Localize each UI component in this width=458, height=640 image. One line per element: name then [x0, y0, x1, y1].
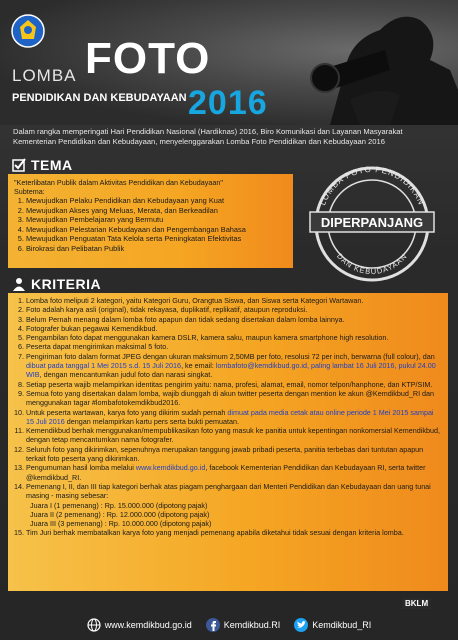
footer-twitter[interactable]: [294, 618, 371, 632]
title-lomba: LOMBA: [12, 66, 77, 85]
footer-facebook[interactable]: [206, 618, 281, 632]
kriteria-item: 5. Pengambilan foto dapat menggunakan kamera DSLR, kamera saku, maupun kamera smartphone high resolution.: [26, 333, 442, 342]
tema-heading: [12, 157, 73, 173]
prize-line: Juara III (3 pemenang) : Rp. 10.000.000 (dipotong pajak): [30, 519, 212, 529]
globe-icon: [87, 618, 101, 632]
kriteria-item: 2. Foto adalah karya asli (original), tidak rekayasa, duplikatif, replikatif, ataupun reproduksi.: [26, 305, 442, 314]
intro-text: Dalam rangka memperingati Hari Pendidikan Nasional (Hardiknas) 2016, Biro Komunikasi dan Layanan Masyarakat Kementerian Pendidikan dan Kebudayaan, menyelenggarakan Lomba Foto Pendidikan dan Kebudayaan 2016: [13, 127, 403, 146]
kriteria-text: Pemenang I, II, dan III tiap kategori berhak atas piagam penghargaan dari Menteri Pendidikan dan Kebudayaan dan uang tunai masing - masing sebesar:: [26, 481, 431, 501]
kriteria-text: , dengan mencantumkan judul foto dan narasi singkat.: [39, 370, 213, 380]
kriteria-item: 12. Seluruh foto yang dikirimkan, sepenuhnya merupakan tanggung jawab pribadi peserta, panitia terbebas dari tuntutan apapun terkait foto peserta yang dikirimkan.: [26, 445, 442, 464]
subtema-item: 5. Mewujudkan Penguatan Tata Kelola serta Peningkatan Efektivitas: [26, 234, 287, 244]
checkbox-icon: [12, 158, 26, 172]
date-highlight: dibuat pada tanggal 1 Mei 2015 s.d. 15 Juli 2016: [26, 361, 182, 371]
kriteria-item: 4. Fotografer bukan pegawai Kemendikbud.: [26, 324, 442, 333]
kriteria-box: [8, 293, 448, 591]
tema-quote: "Keterlibatan Publik dalam Aktivitas Pendidikan dan Kebudayaan": [14, 178, 223, 187]
kriteria-text: Untuk peserta wartawan, karya foto yang dikirim sudah pernah: [26, 407, 228, 417]
kriteria-text: Pengumuman hasil lomba melalui: [26, 463, 136, 473]
kriteria-text: dengan melampirkan kartu pers serta bukti pemuatan.: [64, 416, 239, 426]
stamp-top-text: LOMBA FOTO PENDIDIKAN: [318, 164, 426, 207]
subtitle: PENDIDIKAN DAN KEBUDAYAAN: [12, 92, 187, 104]
prize-line: Juara I (1 pemenang) : Rp. 15.000.000 (dipotong pajak): [30, 500, 208, 510]
kriteria-item: 11. Kemendikbud berhak menggunakan/mempublikasikan foto yang masuk ke panitia untuk kepentingan nonkomersial Kemendikbud, dengan tetap mencantumkan nama fotografer.: [26, 426, 442, 445]
period-highlight: dimuat pada media cetak atau online periode 1 Mei 2015 sampai 15 Juli 2016: [26, 407, 434, 426]
email-link[interactable]: lombafoto@kemdikbud.go.id, paling lambat 16 Juli 2016, pukul 24.00 WIB: [26, 361, 436, 380]
subtema-item: 3. Mewujudkan Pembelajaran yang Bermutu: [26, 215, 287, 225]
stamp-main-text: DIPERPANJANG: [320, 215, 424, 230]
kriteria-text: , facebook Kementerian Pendidikan dan Kebudayaan RI, serta twitter @kemdikbud_RI.: [26, 463, 426, 482]
footer: [0, 610, 458, 640]
twitter-text: Kemdikbud_RI: [312, 620, 372, 630]
kriteria-heading: [12, 276, 101, 292]
subtema-item: 2. Mewujudkan Akses yang Meluas, Merata, dan Berkeadilan: [26, 206, 287, 216]
kriteria-item: [26, 482, 442, 528]
subtema-item: 1. Mewujudkan Pelaku Pendidikan dan Kebudayaan yang Kuat: [26, 196, 287, 206]
diperpanjang-stamp: [304, 160, 440, 284]
footer-website[interactable]: [87, 618, 192, 632]
kriteria-text: Pengiriman foto dalam format JPEG dengan ukuran maksimum 2,50MB per foto, resolusi 72 per inch, berwarna (full colour), dan: [26, 351, 435, 361]
bklm-logo: BKLM: [402, 598, 431, 609]
kriteria-item: 8. Setiap peserta wajib melampirkan identitas pengirim yaitu: nama, profesi, alamat, email, nomor telpon/hanphone, dan KTP/SIM.: [26, 380, 442, 389]
kriteria-item: 9. Semua foto yang disertakan dalam lomba, wajib diunggah di akun twitter peserta dengan mention ke akun @Kemdikbud_RI dan menggunakan tagar #lombafotokemdikbud2016.: [26, 389, 442, 408]
twitter-icon: [294, 618, 308, 632]
website-text: www.kemdikbud.go.id: [104, 620, 192, 630]
year: 2016: [188, 84, 268, 122]
kriteria-item: [26, 352, 442, 380]
stamp-bottom-text: DAN KEBUDAYAAN: [334, 251, 410, 277]
people-icon: [12, 277, 26, 291]
kriteria-item: 15. Tim Juri berhak membatalkan karya foto yang menjadi pemenang apabila diketahui tidak sesuai dengan kriteria lomba.: [26, 528, 442, 537]
header-banner: [0, 0, 458, 125]
kriteria-item: 6. Peserta dapat mengirimkan maksimal 5 foto.: [26, 342, 442, 351]
kriteria-text: , ke email:: [181, 361, 216, 371]
website-link[interactable]: www.kemdikbud.go.id: [135, 463, 206, 473]
tema-heading-label: TEMA: [31, 157, 73, 173]
kemdikbud-logo-icon: [11, 14, 45, 48]
facebook-icon: [206, 618, 220, 632]
subtema-item: 4. Mewujudkan Pelestarian Kebudayaan dan Pengembangan Bahasa: [26, 225, 287, 235]
tema-box: [8, 174, 293, 268]
kriteria-item: 1. Lomba foto meliputi 2 kategori, yaitu Kategori Guru, Orangtua Siswa, dan Siswa serta Kategori Wartawan.: [26, 296, 442, 305]
kriteria-item: [26, 463, 442, 482]
subtema-item: 6. Birokrasi dan Pelibatan Publik: [26, 244, 287, 254]
kriteria-heading-label: KRITERIA: [31, 276, 102, 292]
facebook-text: Kemdikbud.RI: [223, 620, 281, 630]
photographer-silhouette-icon: [290, 0, 458, 125]
prize-line: Juara II (2 pemenang) : Rp. 12.000.000 (dipotong pajak): [30, 509, 210, 519]
kriteria-item: [26, 408, 442, 427]
kriteria-item: 3. Belum Pernah menang dalam lomba foto apapun dan tidak sedang disertakan dalam lomba lainnya.: [26, 315, 442, 324]
title-foto: FOTO: [85, 34, 211, 83]
subtema-label: Subtema:: [14, 187, 45, 196]
